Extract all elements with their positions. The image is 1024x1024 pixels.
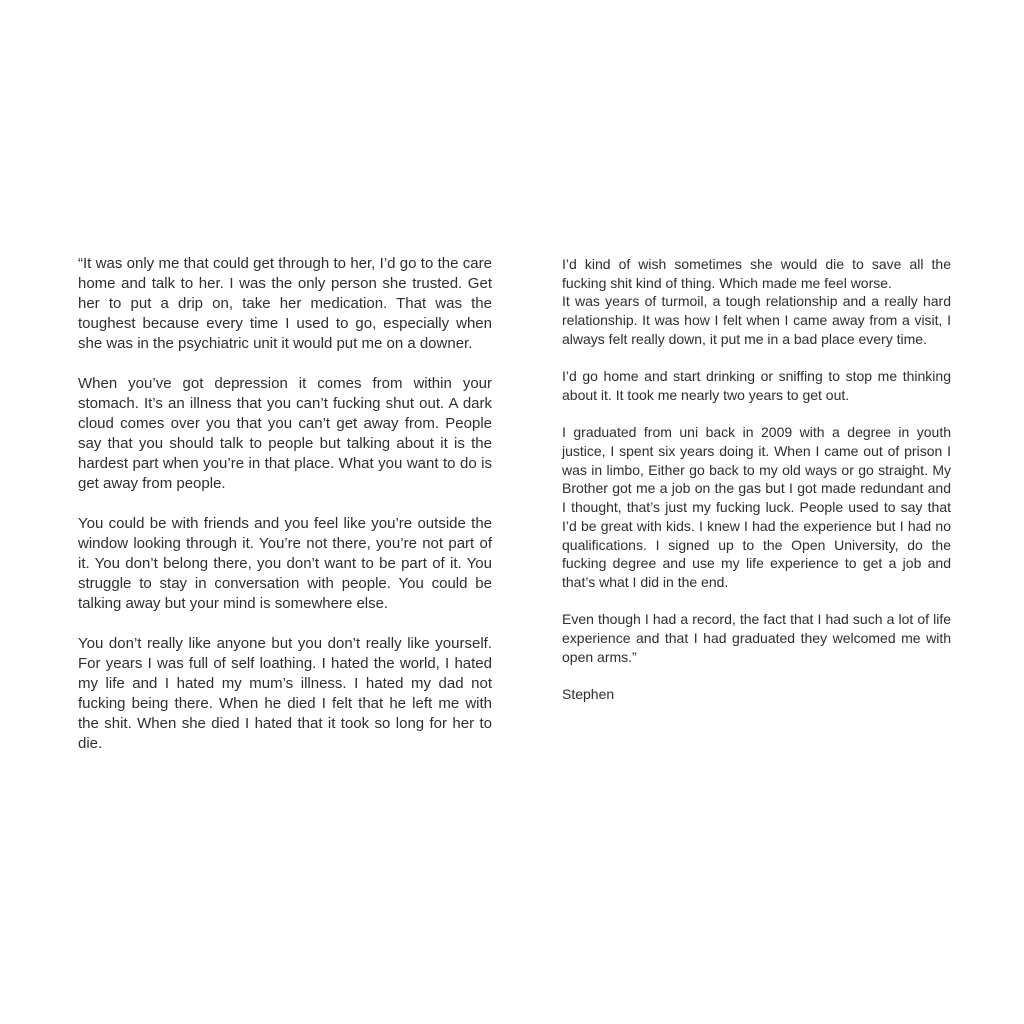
left-text-column bbox=[78, 254, 492, 754]
right-text-column bbox=[562, 255, 951, 704]
left-paragraph-1: “It was only me that could get through to her, I’d go to the care home and talk to her. I was the only person she trusted. Get her to put a drip on, take her medication. That was the toughest because every time I used to go, especially when she was in the psychiatric unit it would put me on a downer. bbox=[78, 255, 492, 352]
right-paragraph-3: I’d go home and start drinking or sniffing to stop me thinking about it. It took me nearly two years to get out. bbox=[562, 368, 951, 403]
left-paragraph-3: You could be with friends and you feel like you’re outside the window looking through it. You’re not there, you’re not part of it. You don’t belong there, you don’t want to be part of it. You struggle to stay in conversation with people. You could be talking away but your mind is somewhere else. bbox=[78, 515, 492, 612]
left-paragraph-2: When you’ve got depression it comes from within your stomach. It’s an illness that you can’t fucking shut out. A dark cloud comes over you that you can’t get away from. People say that you should talk to people but talking about it is the hardest part when you’re in that place. What you want to do is get away from people. bbox=[78, 375, 492, 492]
right-paragraph-1: I’d kind of wish sometimes she would die to save all the fucking shit kind of thing. Which made me feel worse. bbox=[562, 256, 951, 291]
right-paragraph-4: I graduated from uni back in 2009 with a degree in youth justice, I spent six years doing it. When I came out of prison I was in limbo, Either go back to my old ways or go straight. My Brother got me a job on the gas but I got made redundant and I thought, that’s just my fucking luck. People used to say that I’d be great with kids. I knew I had the experience but I had no qualifications. I signed up to the Open University, do the fucking degree and use my life experience to get a job and that’s what I did in the end. bbox=[562, 424, 951, 590]
left-paragraph-4: You don’t really like anyone but you don’t really like yourself. For years I was full of self loathing. I hated the world, I hated my life and I hated my mum’s illness. I hated my dad not fucking being there. When he died I felt that he left me with the shit. When she died I hated that it took so long for her to die. bbox=[78, 635, 492, 752]
right-paragraph-5: Even though I had a record, the fact that I had such a lot of life experience and that I had graduated they welcomed me with open arms.” bbox=[562, 611, 951, 665]
quote-signature: Stephen bbox=[562, 686, 615, 703]
right-paragraph-2: It was years of turmoil, a tough relationship and a really hard relationship. It was how I felt when I came away from a visit, I always felt really down, it put me in a bad place every time. bbox=[562, 293, 951, 347]
